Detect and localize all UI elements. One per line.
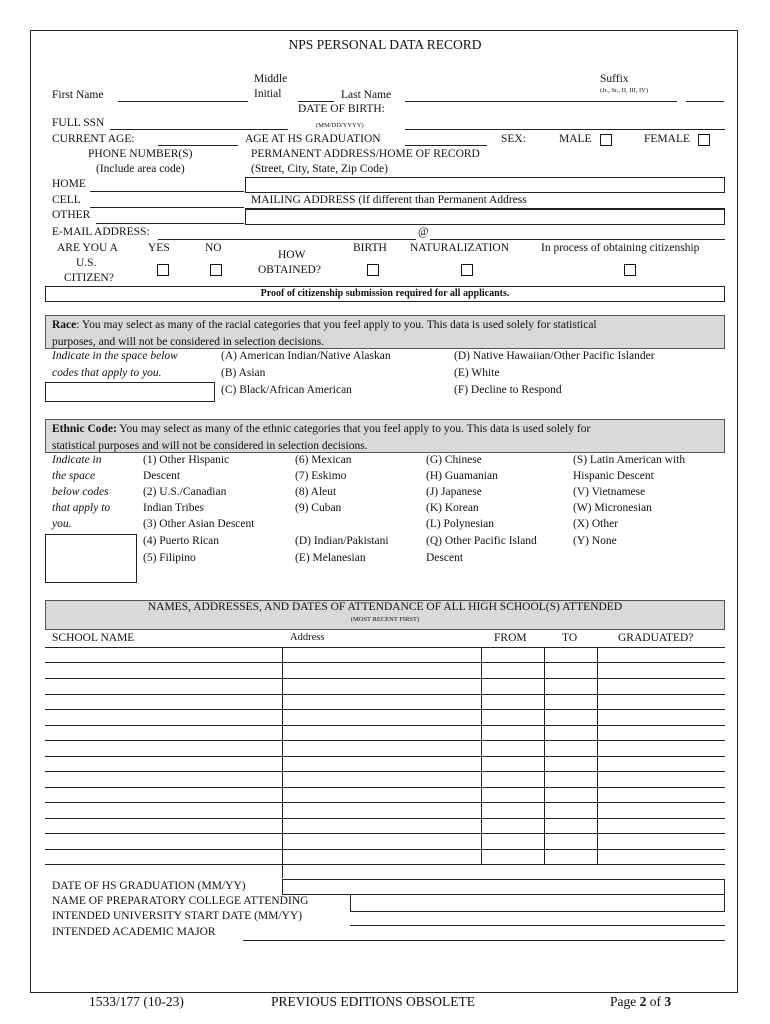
ethnic-description xyxy=(52,421,722,454)
suffix-label: Suffix xyxy=(600,73,629,85)
citizen-yes-checkbox[interactable] xyxy=(157,264,169,276)
naturalization-label: NATURALIZATION xyxy=(410,242,510,254)
citizen-question-2: U.S. xyxy=(76,257,97,269)
current-age-field[interactable] xyxy=(158,145,238,146)
phone-header: PHONE NUMBER(S) xyxy=(88,148,193,160)
schools-row-line[interactable] xyxy=(45,818,725,819)
col-to: TO xyxy=(562,632,578,644)
schools-row-line[interactable] xyxy=(45,787,725,788)
race-title: Race xyxy=(52,319,77,331)
in-process-checkbox[interactable] xyxy=(624,264,636,276)
permanent-address-label: PERMANENT ADDRESS/HOME OF RECORD xyxy=(251,148,480,160)
ssn-label: FULL SSN xyxy=(52,117,105,129)
age-at-grad-field[interactable] xyxy=(405,145,487,146)
how-obtained-label-2: OBTAINED? xyxy=(258,264,321,276)
ethnic-code-field[interactable] xyxy=(45,534,137,583)
major-label: INTENDED ACADEMIC MAJOR xyxy=(52,926,216,938)
schools-row-line[interactable] xyxy=(45,833,725,834)
female-label: FEMALE xyxy=(644,133,690,145)
ethnic-col1-1: Descent xyxy=(143,470,181,482)
race-option-d: (D) Native Hawaiian/Other Pacific Islander xyxy=(454,350,655,362)
race-option-c: (C) Black/African American xyxy=(221,384,352,396)
form-number: 1533/177 (10-23) xyxy=(89,994,184,1009)
last-name-label: Last Name xyxy=(341,89,392,101)
ethnic-col1-3: Indian Tribes xyxy=(143,502,205,514)
other-phone-field[interactable] xyxy=(96,223,244,224)
col-from: FROM xyxy=(494,632,527,644)
other-phone-label: OTHER xyxy=(52,209,91,221)
prep-college-field-edge xyxy=(350,895,351,911)
home-phone-field[interactable] xyxy=(90,191,244,192)
first-name-label: First Name xyxy=(52,89,104,101)
ethnic-col1-6: (5) Filipino xyxy=(143,552,196,564)
ethnic-col1-5: (4) Puerto Rican xyxy=(143,535,220,547)
home-phone-label: HOME xyxy=(52,178,86,190)
page-prefix: Page xyxy=(610,994,640,1009)
dob-format-hint: (MM/DD/YYYY) xyxy=(316,122,364,129)
phone-hint: (Include area code) xyxy=(96,163,185,175)
schools-row-line[interactable] xyxy=(45,725,725,726)
dob-label: DATE OF BIRTH: xyxy=(298,103,385,115)
prep-college-field-edge xyxy=(724,895,725,911)
permanent-address-field[interactable] xyxy=(245,177,725,193)
race-text-2: purposes, and will not be considered in selection decisions. xyxy=(52,335,325,348)
prep-college-field[interactable] xyxy=(350,911,725,912)
ethnic-instruction-1: Indicate in xyxy=(52,454,102,466)
ethnic-col4-2: (V) Vietnamese xyxy=(573,486,646,498)
ethnic-col2-2: (8) Aleut xyxy=(295,486,337,498)
middle-initial-label-1: Middle xyxy=(254,73,288,85)
schools-row-line[interactable] xyxy=(45,740,725,741)
ssn-field[interactable] xyxy=(110,129,288,130)
prep-college-label: NAME OF PREPARATORY COLLEGE ATTENDING xyxy=(52,895,309,907)
ethnic-text-1: You may select as many of the ethnic categories that you feel apply to you. This data is used solely for xyxy=(116,423,591,435)
email-user-field[interactable] xyxy=(158,239,416,240)
ethnic-col1-0: (1) Other Hispanic xyxy=(143,454,230,466)
page-number: 2 xyxy=(639,994,647,1009)
ethnic-col2-6: (E) Melanesian xyxy=(295,552,366,564)
race-option-b: (B) Asian xyxy=(221,367,266,379)
ethnic-col3-6: Descent xyxy=(426,552,464,564)
birth-label: BIRTH xyxy=(353,242,387,254)
ethnic-col4-0: (S) Latin American with xyxy=(573,454,686,466)
first-name-field[interactable] xyxy=(118,101,248,102)
race-description xyxy=(52,317,722,350)
male-label: MALE xyxy=(559,133,592,145)
race-instruction-2: codes that apply to you. xyxy=(52,367,162,379)
how-obtained-label-1: HOW xyxy=(278,249,306,261)
suffix-field[interactable] xyxy=(686,101,724,102)
sex-label: SEX: xyxy=(501,133,526,145)
obsolete-notice: PREVIOUS EDITIONS OBSOLETE xyxy=(271,994,475,1009)
in-process-label: In process of obtaining citizenship xyxy=(541,242,700,254)
schools-row-line xyxy=(45,647,725,648)
ethnic-instruction-5: you. xyxy=(52,518,72,530)
ethnic-col4-1: Hispanic Descent xyxy=(573,470,654,482)
citizen-yes-label: YES xyxy=(148,242,170,254)
schools-header: NAMES, ADDRESSES, AND DATES OF ATTENDANCE OF ALL HIGH SCHOOL(S) ATTENDED xyxy=(147,601,623,613)
ethnic-col3-4: (L) Polynesian xyxy=(426,518,495,530)
middle-initial-label-2: Initial xyxy=(254,88,282,100)
col-school-name: SCHOOL NAME xyxy=(52,632,135,644)
dob-field[interactable] xyxy=(405,129,725,130)
last-name-field[interactable] xyxy=(405,101,677,102)
schools-row-line[interactable] xyxy=(45,694,725,695)
ethnic-text-2: statistical purposes and will not be considered in selection decisions. xyxy=(52,439,368,452)
ethnic-col2-0: (6) Mexican xyxy=(295,454,352,466)
ethnic-title: Ethnic Code: xyxy=(52,423,117,435)
start-date-label: INTENDED UNIVERSITY START DATE (MM/YY) xyxy=(52,910,303,922)
ethnic-col4-5: (Y) None xyxy=(573,535,617,547)
citizen-no-label: NO xyxy=(205,242,222,254)
ethnic-col3-3: (K) Korean xyxy=(426,502,479,514)
race-instruction-1: Indicate in the space below xyxy=(52,350,178,362)
ethnic-col2-5: (D) Indian/Pakistani xyxy=(295,535,389,547)
race-code-field[interactable] xyxy=(45,382,215,402)
ethnic-instruction-2: the space xyxy=(52,470,96,482)
email-domain-field[interactable] xyxy=(430,239,725,240)
hs-grad-date-field[interactable] xyxy=(282,879,725,895)
female-checkbox[interactable] xyxy=(698,134,710,146)
schools-subheader: (MOST RECENT FIRST) xyxy=(350,616,420,623)
schools-row-line[interactable] xyxy=(45,849,725,850)
ethnic-instruction-3: below codes xyxy=(52,486,109,498)
major-field[interactable] xyxy=(243,940,725,941)
form-title: NPS PERSONAL DATA RECORD xyxy=(288,37,482,52)
citizen-question-3: CITIZEN? xyxy=(64,272,114,284)
schools-row-line[interactable] xyxy=(45,802,725,803)
cell-phone-field[interactable] xyxy=(90,207,244,208)
birth-checkbox[interactable] xyxy=(367,264,379,276)
ethnic-col3-1: (H) Guamanian xyxy=(426,470,498,482)
race-option-f: (F) Decline to Respond xyxy=(454,384,562,396)
ethnic-col2-3: (9) Cuban xyxy=(295,502,342,514)
page-indicator xyxy=(610,994,671,1010)
schools-col-divider-1 xyxy=(282,647,283,878)
ethnic-col3-2: (J) Japanese xyxy=(426,486,482,498)
mailing-address-field[interactable] xyxy=(245,209,725,225)
schools-row-line[interactable] xyxy=(45,709,725,710)
ethnic-col4-4: (X) Other xyxy=(573,518,619,530)
permanent-address-hint: (Street, City, State, Zip Code) xyxy=(251,163,388,175)
citizen-no-checkbox[interactable] xyxy=(210,264,222,276)
race-text-1: : You may select as many of the racial categories that you feel apply to you. This data is used solely for statistical xyxy=(76,319,597,331)
ethnic-col3-5: (Q) Other Pacific Island xyxy=(426,535,537,547)
ethnic-col1-4: (3) Other Asian Descent xyxy=(143,518,255,530)
race-option-e: (E) White xyxy=(454,367,500,379)
schools-row-line[interactable] xyxy=(45,756,725,757)
email-label: E-MAIL ADDRESS: xyxy=(52,226,150,238)
citizen-question-1: ARE YOU A xyxy=(57,242,118,254)
schools-row-line[interactable] xyxy=(45,771,725,772)
ethnic-col4-3: (W) Micronesian xyxy=(573,502,652,514)
ethnic-col2-1: (7) Eskimo xyxy=(295,470,347,482)
email-at-sign: @ xyxy=(418,226,429,238)
start-date-field[interactable] xyxy=(350,925,725,926)
schools-row-line[interactable] xyxy=(45,662,725,663)
schools-row-line[interactable] xyxy=(45,864,725,865)
current-age-label: CURRENT AGE: xyxy=(52,133,135,145)
male-checkbox[interactable] xyxy=(600,134,612,146)
page-of: of xyxy=(646,994,665,1009)
col-graduated: GRADUATED? xyxy=(618,632,694,644)
race-option-a: (A) American Indian/Native Alaskan xyxy=(221,350,391,362)
mailing-address-label: MAILING ADDRESS (If different than Permanent Address xyxy=(251,194,527,206)
suffix-hint: (Jr., Sr., II, III, IV) xyxy=(600,87,649,94)
ethnic-instruction-4: that apply to xyxy=(52,502,111,514)
proof-notice: Proof of citizenship submission required for all applicants. xyxy=(260,288,510,299)
cell-phone-label: CELL xyxy=(52,194,81,206)
ethnic-col3-0: (G) Chinese xyxy=(426,454,482,466)
ethnic-col1-2: (2) U.S./Canadian xyxy=(143,486,227,498)
hs-grad-date-label: DATE OF HS GRADUATION (MM/YY) xyxy=(52,880,246,892)
schools-row-line[interactable] xyxy=(45,678,725,679)
middle-initial-field[interactable] xyxy=(298,101,334,102)
page-total: 3 xyxy=(664,994,672,1009)
age-at-grad-label: AGE AT HS GRADUATION xyxy=(245,133,381,145)
naturalization-checkbox[interactable] xyxy=(461,264,473,276)
col-address: Address xyxy=(290,632,325,643)
